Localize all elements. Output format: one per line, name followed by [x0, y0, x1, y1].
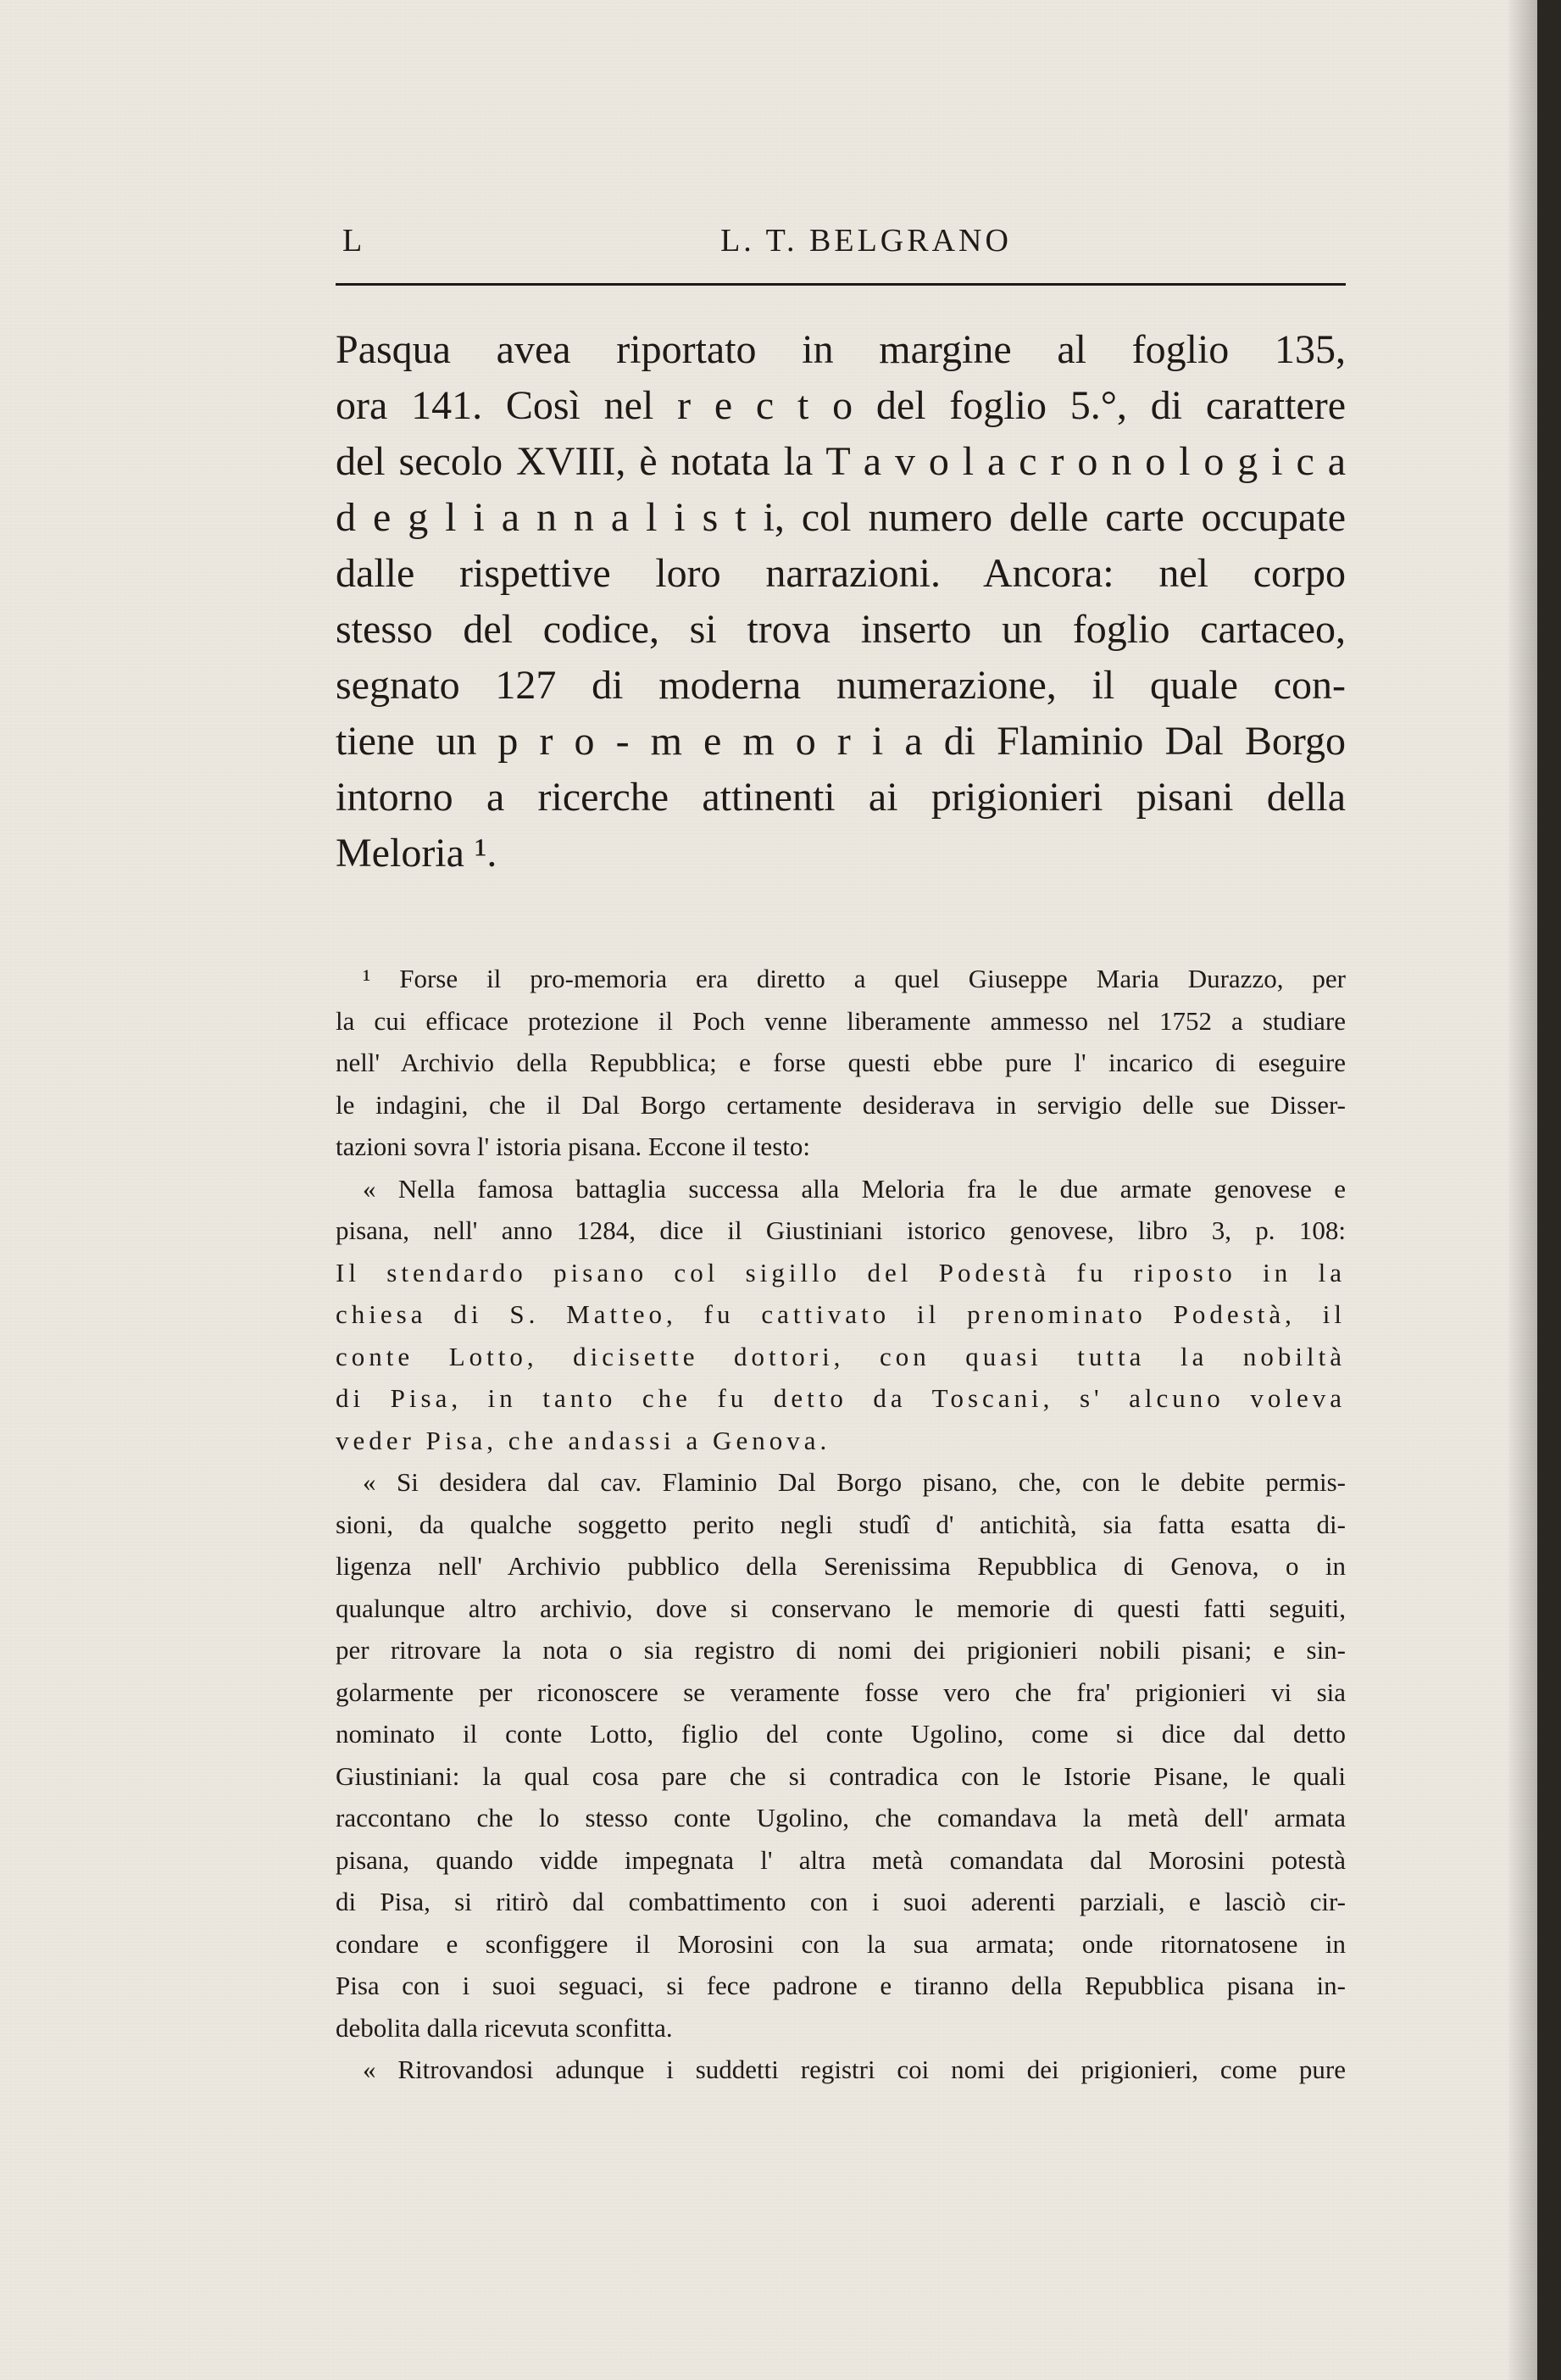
footnote-line: condare e sconfiggere il Morosini con la sua armata; onde ritornatosene in [336, 1928, 1346, 1959]
folio-number: L [342, 223, 366, 259]
footnote-line: conte Lotto, dicisette dottori, con quasi tutta la nobiltà [336, 1341, 1346, 1371]
main-text-line: tiene un p r o - m e m o r i a di Flaminio Dal Borgo [336, 719, 1346, 764]
footnote-line: di Pisa, si ritirò dal combattimento con i suoi aderenti parziali, e lasciò cir- [336, 1887, 1346, 1916]
footnote-line: nell' Archivio della Repubblica; e forse questi ebbe pure l' incarico di eseguire [336, 1048, 1346, 1077]
footnote-line: qualunque altro archivio, dove si conservano le memorie di questi fatti seguiti, [336, 1593, 1346, 1623]
page-edge-shadow [1508, 0, 1537, 2380]
main-text-line: Meloria ¹. [336, 831, 497, 876]
main-text-line: dalle rispettive loro narrazioni. Ancora: nel corpo [336, 551, 1346, 596]
footnote-line: « Nella famosa battaglia successa alla Meloria fra le due armate genovese e [363, 1173, 1346, 1204]
main-text [336, 322, 1346, 881]
footnote-line: la cui efficace protezione il Poch venne liberamente ammesso nel 1752 a studiare [336, 1005, 1346, 1036]
footnote-line: tazioni sovra l' istoria pisana. Eccone il testo: [336, 1132, 810, 1161]
main-text-line: stesso del codice, si trova inserto un foglio cartaceo, [336, 607, 1346, 652]
footnote-line: di Pisa, in tanto che fu detto da Toscani, s' alcuno voleva [336, 1383, 1346, 1413]
main-text-line: del secolo XVIII, è notata la T a v o l a c r o n o l o g i c a [336, 439, 1346, 484]
footnote-line: nominato il conte Lotto, figlio del conte Ugolino, come si dice dal detto [336, 1719, 1346, 1749]
footnote-line: per ritrovare la nota o sia registro di nomi dei prigionieri nobili pisani; e sin- [336, 1635, 1346, 1665]
page-header [336, 222, 1346, 273]
footnote-line: pisana, nell' anno 1284, dice il Giustiniani istorico genovese, libro 3, p. 108: [336, 1215, 1346, 1245]
footnote-line: « Si desidera dal cav. Flaminio Dal Borgo pisano, che, con le debite permis- [363, 1467, 1346, 1497]
footnote-line: sioni, da qualche soggetto perito negli studî d' antichità, sia fatta esatta di- [336, 1509, 1346, 1539]
footnote-line: chiesa di S. Matteo, fu cattivato il prenominato Podestà, il [336, 1299, 1346, 1329]
footnote-line: « Ritrovandosi adunque i suddetti registri coi nomi dei prigionieri, come pure [363, 2055, 1346, 2084]
footnote-line: Pisa con i suoi seguaci, si fece padrone e tiranno della Repubblica pisana in- [336, 1971, 1346, 2000]
main-text-line: segnato 127 di moderna numerazione, il quale con- [336, 663, 1346, 708]
running-head: L. T. BELGRANO [720, 223, 1012, 259]
main-text-line: intorno a ricerche attinenti ai prigionieri pisani della [336, 775, 1346, 820]
footnote-line: ligenza nell' Archivio pubblico della Serenissima Repubblica di Genova, o in [336, 1551, 1346, 1581]
footnote-line: pisana, quando vidde impegnata l' altra metà comandata dal Morosini potestà [336, 1844, 1346, 1875]
footnote-line: Il stendardo pisano col sigillo del Podestà fu riposto in la [336, 1257, 1346, 1287]
main-text-line: ora 141. Così nel r e c t o del foglio 5.°, di carattere [336, 383, 1346, 428]
footnote-line: golarmente per riconoscere se veramente fosse vero che fra' prigionieri vi sia [336, 1677, 1346, 1707]
main-text-line: d e g l i a n n a l i s t i, col numero delle carte occupate [336, 495, 1346, 540]
footnote-line: raccontano che lo stesso conte Ugolino, che comandava la metà dell' armata [336, 1803, 1346, 1832]
footnote-line: le indagini, che il Dal Borgo certamente desiderava in servigio delle sue Disser- [336, 1089, 1346, 1120]
footnote-line: veder Pisa, che andassi a Genova. [336, 1425, 831, 1455]
footnote-line: debolita dalla ricevuta sconfitta. [336, 2012, 673, 2043]
footnote-line: ¹ Forse il pro-memoria era diretto a quel Giuseppe Maria Durazzo, per [363, 964, 1346, 993]
header-rule [336, 283, 1346, 286]
main-text-line: Pasqua avea riportato in margine al foglio 135, [336, 327, 1346, 372]
footnotes [336, 958, 1346, 2091]
footnote-line: Giustiniani: la qual cosa pare che si contradica con le Istorie Pisane, le quali [336, 1760, 1346, 1791]
